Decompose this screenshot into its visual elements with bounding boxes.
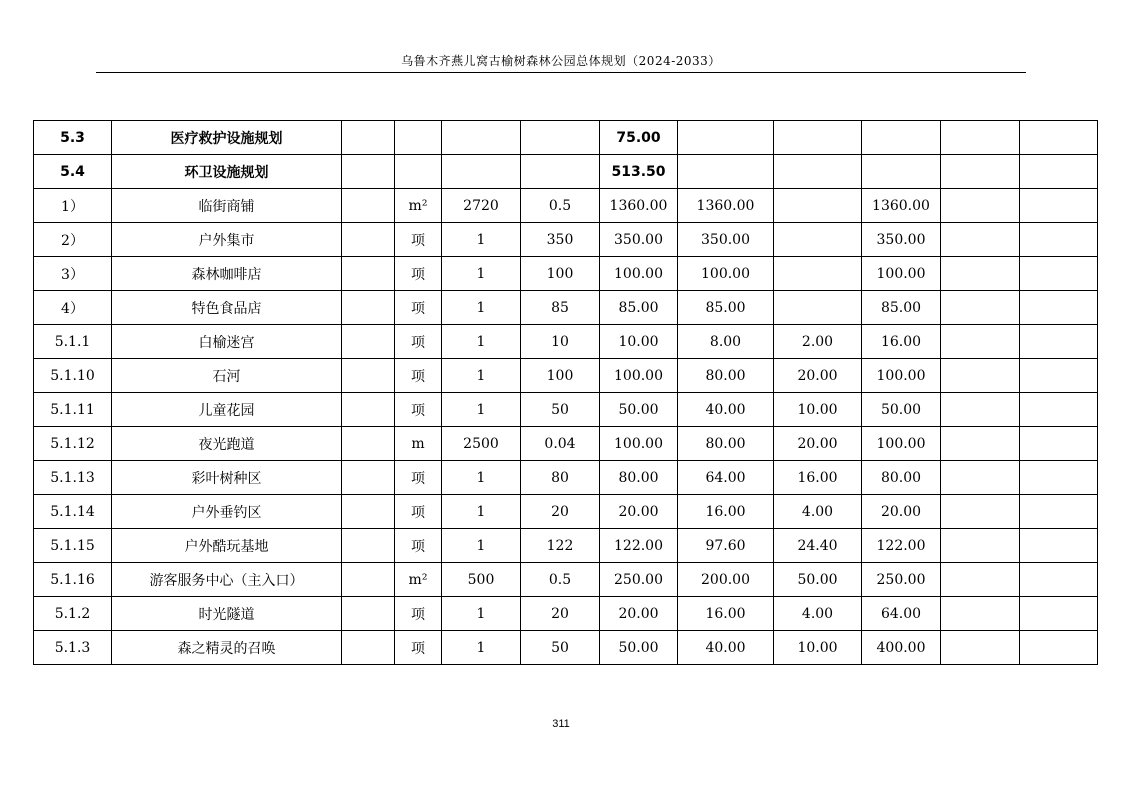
table-row [34, 563, 1098, 597]
cell-quantity: 1 [442, 495, 521, 529]
document-header-title: 乌鲁木齐燕儿窝古榆树森林公园总体规划（2024-2033） [401, 54, 721, 68]
cell-fund-b [774, 189, 862, 223]
cell-total: 50.00 [600, 393, 678, 427]
cell-spec [342, 291, 395, 325]
cell-total: 10.00 [600, 325, 678, 359]
table-row [34, 291, 1098, 325]
page-number: 311 [552, 718, 570, 730]
cell-code: 5.1.15 [34, 529, 112, 563]
cell-subtotal: 250.00 [862, 563, 941, 597]
cell-extra-2 [1020, 461, 1098, 495]
cell-subtotal: 100.00 [862, 359, 941, 393]
table-row [34, 461, 1098, 495]
cell-fund-b: 16.00 [774, 461, 862, 495]
cell-code: 5.1.16 [34, 563, 112, 597]
cell-subtotal: 85.00 [862, 291, 941, 325]
cell-extra-2 [1020, 597, 1098, 631]
cell-fund-b: 24.40 [774, 529, 862, 563]
cell-spec [342, 393, 395, 427]
budget-table [33, 120, 1098, 665]
table-row [34, 223, 1098, 257]
cell-fund-a [678, 155, 774, 189]
cell-unit-price: 10 [521, 325, 600, 359]
cell-name: 户外集市 [112, 223, 342, 257]
cell-unit-price: 100 [521, 257, 600, 291]
cell-code: 5.1.12 [34, 427, 112, 461]
cell-spec [342, 461, 395, 495]
cell-fund-a: 80.00 [678, 427, 774, 461]
cell-fund-a: 16.00 [678, 495, 774, 529]
cell-extra-1 [941, 563, 1020, 597]
header-divider [96, 72, 1026, 73]
table-row [34, 257, 1098, 291]
cell-extra-2 [1020, 223, 1098, 257]
cell-code: 5.1.14 [34, 495, 112, 529]
cell-extra-2 [1020, 529, 1098, 563]
cell-extra-2 [1020, 495, 1098, 529]
cell-unit-price: 350 [521, 223, 600, 257]
cell-name: 白榆迷宫 [112, 325, 342, 359]
table-row [34, 189, 1098, 223]
table-row [34, 325, 1098, 359]
cell-name: 石河 [112, 359, 342, 393]
cell-name: 游客服务中心（主入口） [112, 563, 342, 597]
cell-extra-1 [941, 495, 1020, 529]
cell-unit-price: 100 [521, 359, 600, 393]
cell-spec [342, 189, 395, 223]
cell-code: 2） [34, 223, 112, 257]
cell-subtotal: 16.00 [862, 325, 941, 359]
cell-spec [342, 359, 395, 393]
table-row [34, 529, 1098, 563]
cell-fund-a [678, 121, 774, 155]
cell-fund-b: 2.00 [774, 325, 862, 359]
cell-extra-1 [941, 427, 1020, 461]
cell-extra-2 [1020, 359, 1098, 393]
cell-quantity: 1 [442, 223, 521, 257]
cell-unit-price: 50 [521, 393, 600, 427]
table-row [34, 631, 1098, 665]
cell-fund-a: 200.00 [678, 563, 774, 597]
cell-quantity: 1 [442, 359, 521, 393]
cell-quantity: 1 [442, 631, 521, 665]
cell-fund-a: 16.00 [678, 597, 774, 631]
cell-subtotal: 50.00 [862, 393, 941, 427]
cell-fund-b: 4.00 [774, 495, 862, 529]
cell-unit: 项 [395, 495, 442, 529]
cell-spec [342, 529, 395, 563]
cell-extra-2 [1020, 291, 1098, 325]
cell-quantity: 1 [442, 393, 521, 427]
cell-extra-1 [941, 393, 1020, 427]
cell-quantity: 2500 [442, 427, 521, 461]
cell-code: 5.1.3 [34, 631, 112, 665]
cell-spec [342, 257, 395, 291]
cell-spec [342, 495, 395, 529]
cell-total: 80.00 [600, 461, 678, 495]
cell-spec [342, 631, 395, 665]
cell-code: 5.3 [34, 121, 112, 155]
cell-code: 4） [34, 291, 112, 325]
cell-name: 临街商铺 [112, 189, 342, 223]
cell-extra-2 [1020, 155, 1098, 189]
cell-fund-b: 10.00 [774, 393, 862, 427]
cell-unit-price: 0.04 [521, 427, 600, 461]
cell-fund-b: 4.00 [774, 597, 862, 631]
cell-extra-2 [1020, 189, 1098, 223]
cell-extra-1 [941, 461, 1020, 495]
cell-total: 100.00 [600, 427, 678, 461]
table-section-row [34, 121, 1098, 155]
cell-code: 5.1.13 [34, 461, 112, 495]
cell-extra-1 [941, 291, 1020, 325]
cell-subtotal: 100.00 [862, 427, 941, 461]
cell-quantity [442, 121, 521, 155]
cell-spec [342, 563, 395, 597]
cell-extra-1 [941, 529, 1020, 563]
cell-subtotal: 64.00 [862, 597, 941, 631]
cell-unit: 项 [395, 393, 442, 427]
cell-spec [342, 427, 395, 461]
table-row [34, 597, 1098, 631]
cell-quantity: 1 [442, 529, 521, 563]
cell-subtotal [862, 155, 941, 189]
cell-unit: 项 [395, 325, 442, 359]
cell-name: 彩叶树种区 [112, 461, 342, 495]
cell-unit [395, 121, 442, 155]
cell-total: 100.00 [600, 257, 678, 291]
cell-spec [342, 155, 395, 189]
table-section-row [34, 155, 1098, 189]
cell-total: 50.00 [600, 631, 678, 665]
cell-name: 户外垂钓区 [112, 495, 342, 529]
cell-quantity: 500 [442, 563, 521, 597]
cell-fund-b [774, 257, 862, 291]
cell-unit-price: 20 [521, 597, 600, 631]
cell-unit: m² [395, 563, 442, 597]
cell-extra-1 [941, 121, 1020, 155]
cell-name: 森林咖啡店 [112, 257, 342, 291]
cell-quantity: 1 [442, 325, 521, 359]
cell-extra-1 [941, 325, 1020, 359]
cell-spec [342, 121, 395, 155]
cell-unit-price: 80 [521, 461, 600, 495]
cell-subtotal: 20.00 [862, 495, 941, 529]
cell-quantity: 1 [442, 291, 521, 325]
cell-code: 3） [34, 257, 112, 291]
cell-total: 20.00 [600, 495, 678, 529]
cell-total: 75.00 [600, 121, 678, 155]
cell-code: 5.1.1 [34, 325, 112, 359]
cell-unit: 项 [395, 359, 442, 393]
cell-quantity [442, 155, 521, 189]
cell-total: 350.00 [600, 223, 678, 257]
table-row [34, 495, 1098, 529]
cell-unit: 项 [395, 461, 442, 495]
cell-code: 5.1.2 [34, 597, 112, 631]
cell-extra-1 [941, 223, 1020, 257]
cell-fund-a: 80.00 [678, 359, 774, 393]
cell-extra-1 [941, 359, 1020, 393]
cell-fund-a: 350.00 [678, 223, 774, 257]
cell-fund-b: 20.00 [774, 359, 862, 393]
cell-fund-b [774, 223, 862, 257]
cell-fund-b: 10.00 [774, 631, 862, 665]
cell-subtotal: 100.00 [862, 257, 941, 291]
cell-total: 85.00 [600, 291, 678, 325]
cell-code: 5.1.10 [34, 359, 112, 393]
cell-unit-price [521, 155, 600, 189]
cell-quantity: 1 [442, 461, 521, 495]
cell-fund-a: 8.00 [678, 325, 774, 359]
cell-fund-b [774, 291, 862, 325]
cell-name: 特色食品店 [112, 291, 342, 325]
cell-unit-price: 0.5 [521, 563, 600, 597]
cell-extra-1 [941, 631, 1020, 665]
cell-extra-1 [941, 189, 1020, 223]
cell-unit: 项 [395, 529, 442, 563]
cell-unit-price [521, 121, 600, 155]
cell-unit-price: 0.5 [521, 189, 600, 223]
cell-extra-2 [1020, 393, 1098, 427]
budget-table-body [34, 121, 1098, 665]
cell-subtotal: 350.00 [862, 223, 941, 257]
cell-spec [342, 223, 395, 257]
cell-spec [342, 325, 395, 359]
cell-fund-a: 64.00 [678, 461, 774, 495]
cell-extra-2 [1020, 427, 1098, 461]
cell-total: 513.50 [600, 155, 678, 189]
cell-fund-a: 40.00 [678, 393, 774, 427]
cell-total: 250.00 [600, 563, 678, 597]
cell-unit: 项 [395, 223, 442, 257]
cell-subtotal: 122.00 [862, 529, 941, 563]
cell-unit: 项 [395, 291, 442, 325]
cell-name: 户外酷玩基地 [112, 529, 342, 563]
cell-name: 时光隧道 [112, 597, 342, 631]
cell-extra-2 [1020, 631, 1098, 665]
cell-unit-price: 122 [521, 529, 600, 563]
cell-total: 122.00 [600, 529, 678, 563]
cell-extra-2 [1020, 121, 1098, 155]
cell-extra-2 [1020, 257, 1098, 291]
cell-unit: 项 [395, 631, 442, 665]
cell-unit-price: 50 [521, 631, 600, 665]
cell-unit: 项 [395, 597, 442, 631]
table-row [34, 393, 1098, 427]
cell-quantity: 1 [442, 597, 521, 631]
cell-name: 环卫设施规划 [112, 155, 342, 189]
cell-fund-b: 50.00 [774, 563, 862, 597]
cell-name: 夜光跑道 [112, 427, 342, 461]
cell-extra-1 [941, 155, 1020, 189]
table-row [34, 359, 1098, 393]
cell-unit-price: 20 [521, 495, 600, 529]
cell-code: 1） [34, 189, 112, 223]
cell-subtotal: 80.00 [862, 461, 941, 495]
cell-fund-a: 1360.00 [678, 189, 774, 223]
cell-total: 1360.00 [600, 189, 678, 223]
cell-unit: m [395, 427, 442, 461]
cell-spec [342, 597, 395, 631]
cell-unit-price: 85 [521, 291, 600, 325]
cell-fund-b: 20.00 [774, 427, 862, 461]
cell-fund-b [774, 155, 862, 189]
cell-fund-a: 85.00 [678, 291, 774, 325]
cell-name: 儿童花园 [112, 393, 342, 427]
cell-total: 20.00 [600, 597, 678, 631]
cell-subtotal: 400.00 [862, 631, 941, 665]
cell-fund-a: 97.60 [678, 529, 774, 563]
cell-unit: m² [395, 189, 442, 223]
cell-fund-a: 40.00 [678, 631, 774, 665]
cell-name: 森之精灵的召唤 [112, 631, 342, 665]
cell-quantity: 1 [442, 257, 521, 291]
cell-code: 5.4 [34, 155, 112, 189]
cell-total: 100.00 [600, 359, 678, 393]
cell-subtotal: 1360.00 [862, 189, 941, 223]
cell-unit: 项 [395, 257, 442, 291]
cell-extra-2 [1020, 325, 1098, 359]
cell-extra-1 [941, 597, 1020, 631]
cell-code: 5.1.11 [34, 393, 112, 427]
table-row [34, 427, 1098, 461]
cell-extra-1 [941, 257, 1020, 291]
cell-quantity: 2720 [442, 189, 521, 223]
cell-extra-2 [1020, 563, 1098, 597]
cell-name: 医疗救护设施规划 [112, 121, 342, 155]
cell-fund-a: 100.00 [678, 257, 774, 291]
cell-subtotal [862, 121, 941, 155]
cell-unit [395, 155, 442, 189]
cell-fund-b [774, 121, 862, 155]
